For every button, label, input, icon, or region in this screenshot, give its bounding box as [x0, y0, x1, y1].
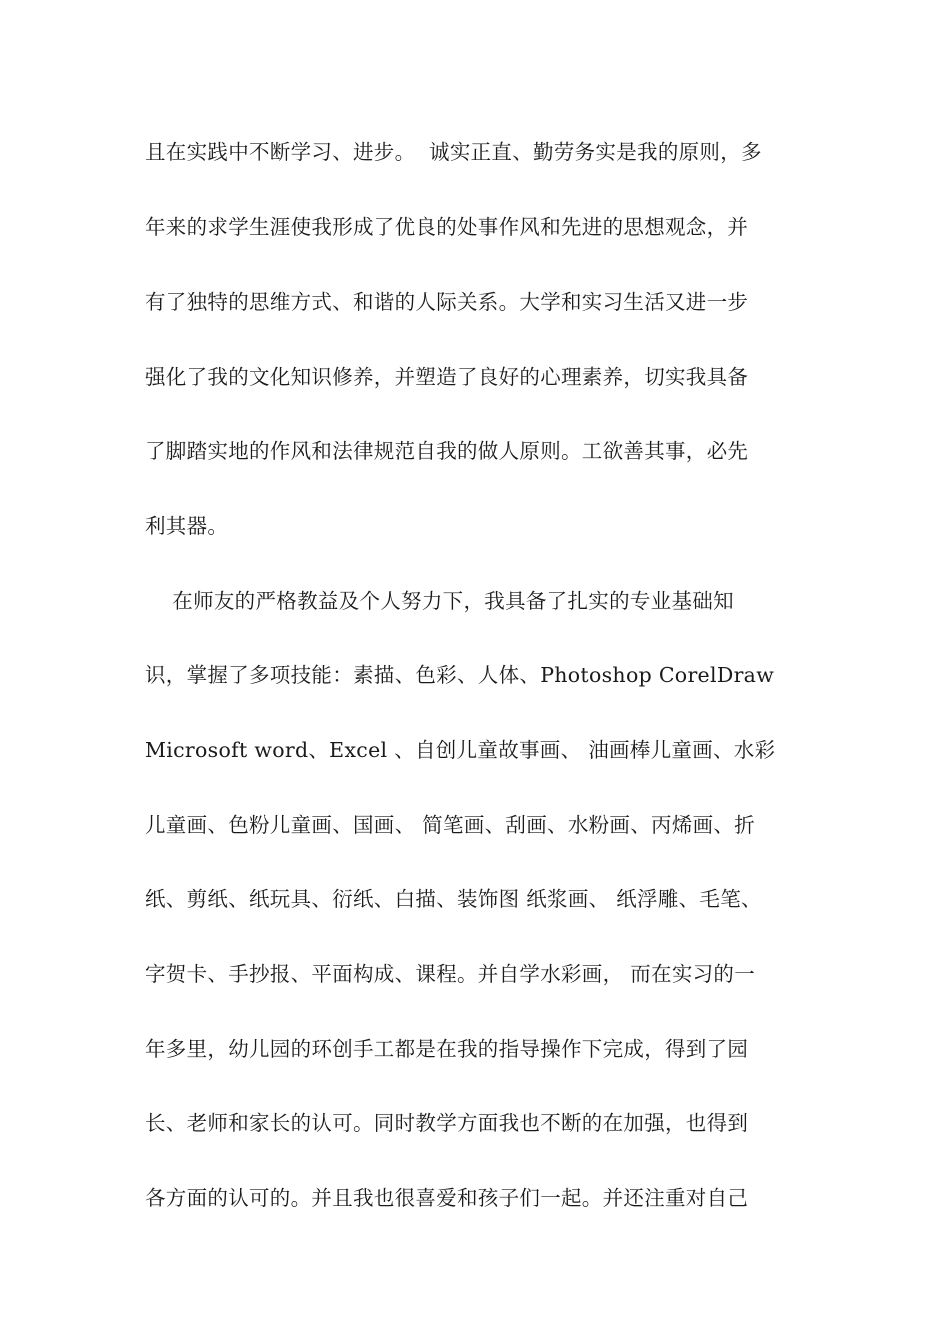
text-line: 有了独特的思维方式、和谐的人际关系。大学和实习生活又进一步	[145, 290, 749, 314]
text-line: Microsoft word、Excel 、自创儿童故事画、 油画棒儿童画、水彩	[145, 738, 776, 762]
text-line: 强化了我的文化知识修养，并塑造了良好的心理素养，切实我具备	[145, 365, 749, 389]
text-line: 儿童画、色粉儿童画、国画、 简笔画、刮画、水粉画、丙烯画、折	[145, 813, 756, 837]
text-line: 年来的求学生涯使我形成了优良的处事作风和先进的思想观念，并	[145, 215, 749, 239]
paragraph-first-line: 在师友的严格教益及个人努力下，我具备了扎实的专业基础知	[145, 589, 734, 613]
text-line: 了脚踏实地的作风和法律规范自我的做人原则。工欲善其事，必先	[145, 439, 749, 463]
text-line: 年多里，幼儿园的环创手工都是在我的指导操作下完成，得到了园	[145, 1037, 749, 1061]
text-line: 且在实践中不断学习、进步。 诚实正直、勤劳务实是我的原则，多	[145, 140, 762, 164]
text-line: 纸、剪纸、纸玩具、衍纸、白描、装饰图 纸浆画、 纸浮雕、毛笔、	[145, 887, 762, 911]
text-line: 各方面的认可的。并且我也很喜爱和孩子们一起。并还注重对自己	[145, 1186, 749, 1210]
text-line: 字贺卡、手抄报、平面构成、课程。并自学水彩画， 而在实习的一	[145, 962, 756, 986]
text-line: 长、老师和家长的认可。同时教学方面我也不断的在加强，也得到	[145, 1111, 749, 1135]
text-line: 利其器。	[145, 514, 229, 538]
text-line: 识，掌握了多项技能：素描、色彩、人体、Photoshop CorelDraw	[145, 663, 775, 687]
